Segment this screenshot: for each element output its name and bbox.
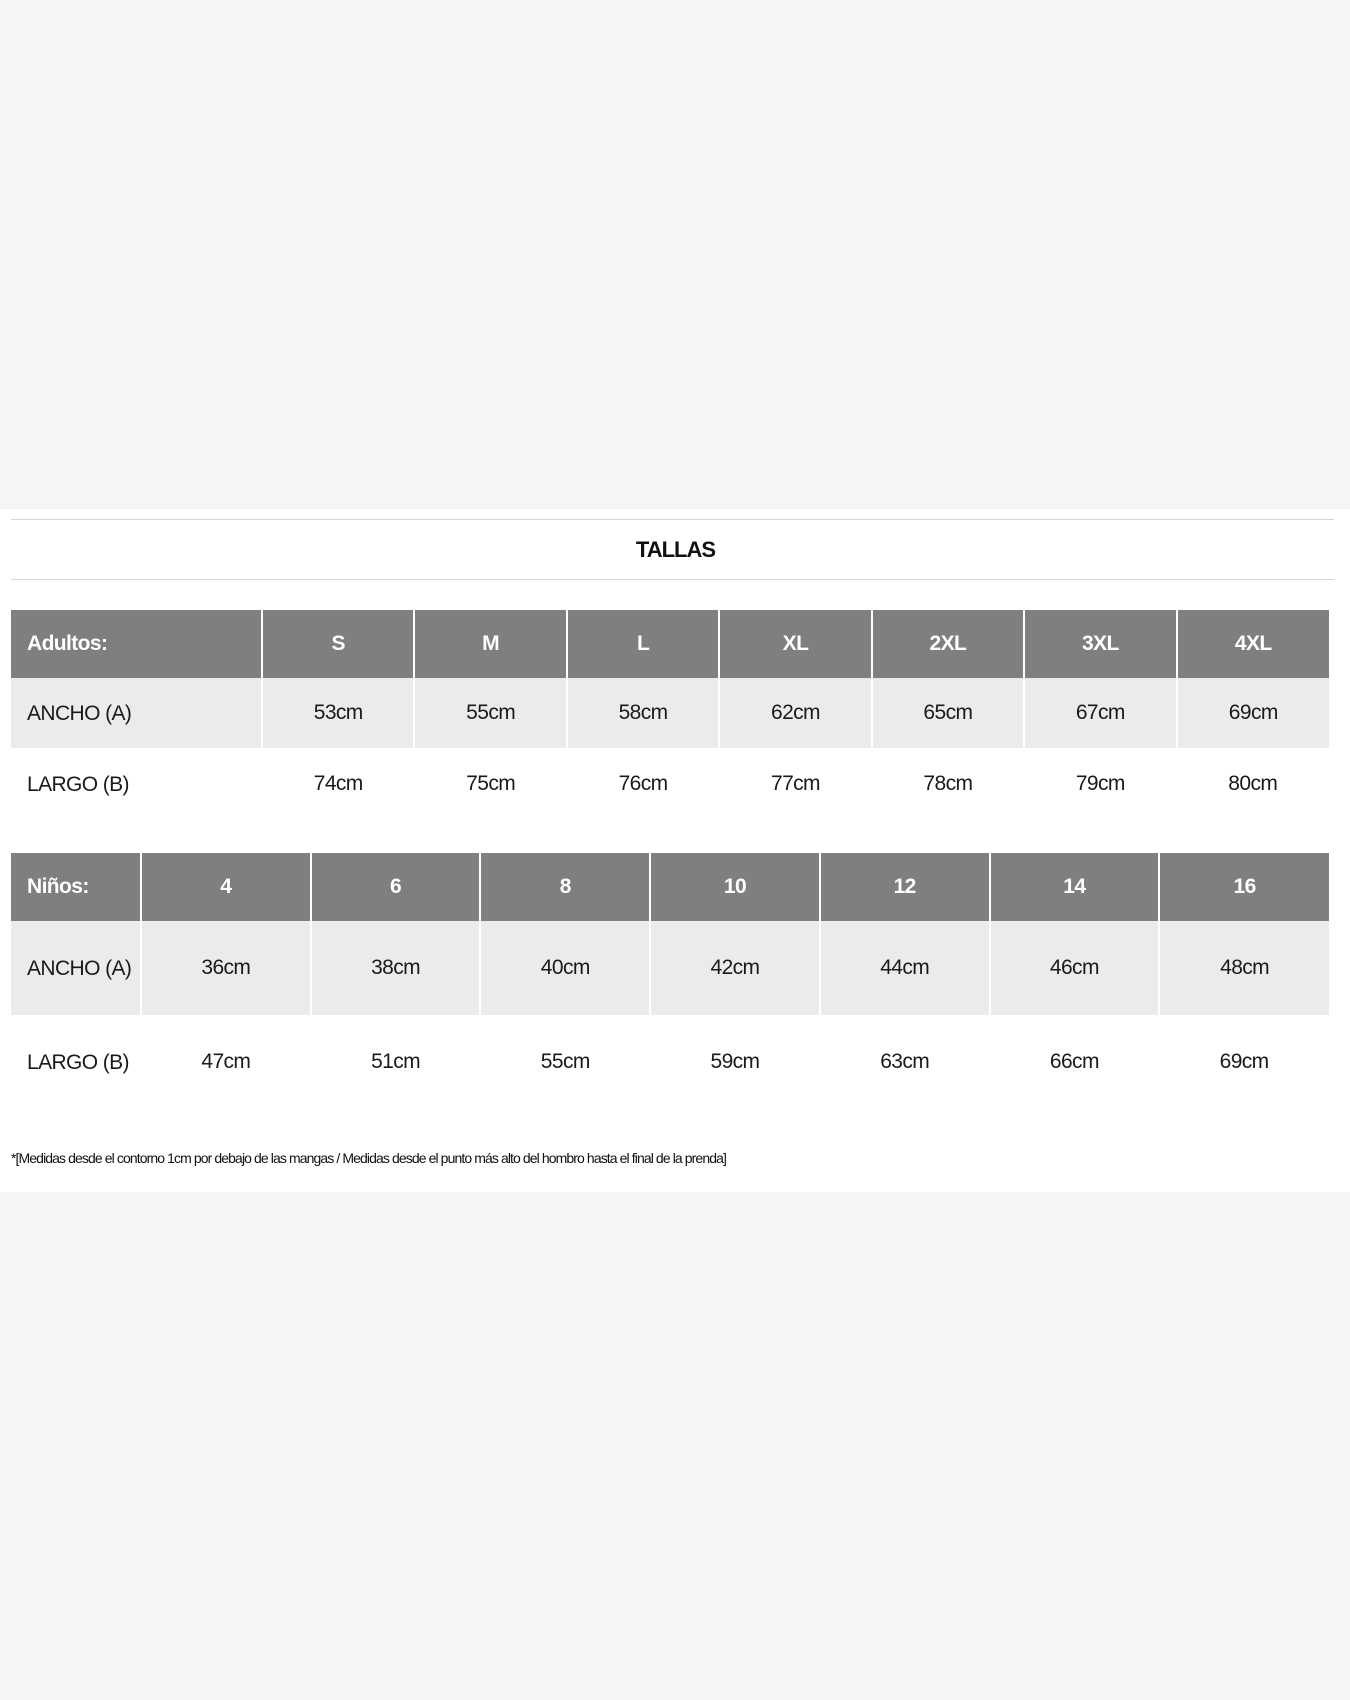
size-header: 6 [311, 853, 481, 921]
measurement-cell: 77cm [771, 772, 820, 795]
row-label: LARGO (B) [27, 772, 129, 796]
kids-length-row [11, 1015, 1329, 1109]
adults-size-table [11, 610, 1329, 820]
measurement-cell: 67cm [1024, 678, 1176, 748]
measurement-cell: 42cm [650, 921, 820, 1015]
measurement-cell: 59cm [710, 1050, 760, 1073]
kids-width-row [11, 921, 1329, 1015]
measurement-cell: 69cm [1219, 1050, 1269, 1073]
measurement-cell: 58cm [567, 678, 719, 748]
measurement-cell: 63cm [880, 1050, 930, 1073]
size-header: L [567, 610, 719, 678]
measurement-footnote: *[Medidas desde el contorno 1cm por debajo de las mangas / Medidas desde el punto más alto del hombro hasta el final de la prenda] [11, 1150, 726, 1166]
size-header: 16 [1159, 853, 1329, 921]
title-band [11, 519, 1334, 580]
measurement-cell: 80cm [1228, 772, 1278, 795]
measurement-cell: 79cm [1075, 772, 1125, 795]
size-header: XL [719, 610, 871, 678]
measurement-cell: 51cm [371, 1050, 421, 1073]
kids-header-row [11, 853, 1329, 921]
adults-length-row [11, 748, 1329, 820]
measurement-cell: 75cm [466, 772, 516, 795]
row-label: ANCHO (A) [11, 921, 141, 1015]
measurement-cell: 55cm [414, 678, 566, 748]
measurement-cell: 38cm [311, 921, 481, 1015]
size-header: 4 [141, 853, 311, 921]
size-header: 10 [650, 853, 820, 921]
measurement-cell: 44cm [820, 921, 990, 1015]
measurement-cell: 53cm [262, 678, 414, 748]
kids-header-label: Niños: [11, 853, 141, 921]
size-header: 14 [990, 853, 1160, 921]
adults-header-label: Adultos: [11, 610, 262, 678]
measurement-cell: 47cm [201, 1050, 251, 1073]
measurement-cell: 66cm [1049, 1050, 1099, 1073]
measurement-cell: 48cm [1159, 921, 1329, 1015]
size-guide-panel [0, 509, 1350, 1192]
measurement-cell: 78cm [923, 772, 973, 795]
measurement-cell: 62cm [719, 678, 871, 748]
size-header: S [262, 610, 414, 678]
size-header: 4XL [1177, 610, 1329, 678]
measurement-cell: 40cm [480, 921, 650, 1015]
size-header: M [414, 610, 566, 678]
measurement-cell: 74cm [313, 772, 363, 795]
size-header: 8 [480, 853, 650, 921]
adults-header-row [11, 610, 1329, 678]
measurement-cell: 76cm [618, 772, 668, 795]
size-header: 2XL [872, 610, 1024, 678]
page-title: TALLAS [635, 536, 716, 562]
adults-width-row [11, 678, 1329, 748]
kids-size-table [11, 853, 1329, 1109]
size-header: 3XL [1024, 610, 1176, 678]
measurement-cell: 65cm [872, 678, 1024, 748]
measurement-cell: 69cm [1177, 678, 1329, 748]
measurement-cell: 36cm [141, 921, 311, 1015]
size-header: 12 [820, 853, 990, 921]
measurement-cell: 46cm [990, 921, 1160, 1015]
row-label: LARGO (B) [27, 1050, 129, 1074]
row-label: ANCHO (A) [11, 678, 262, 748]
measurement-cell: 55cm [540, 1050, 590, 1073]
